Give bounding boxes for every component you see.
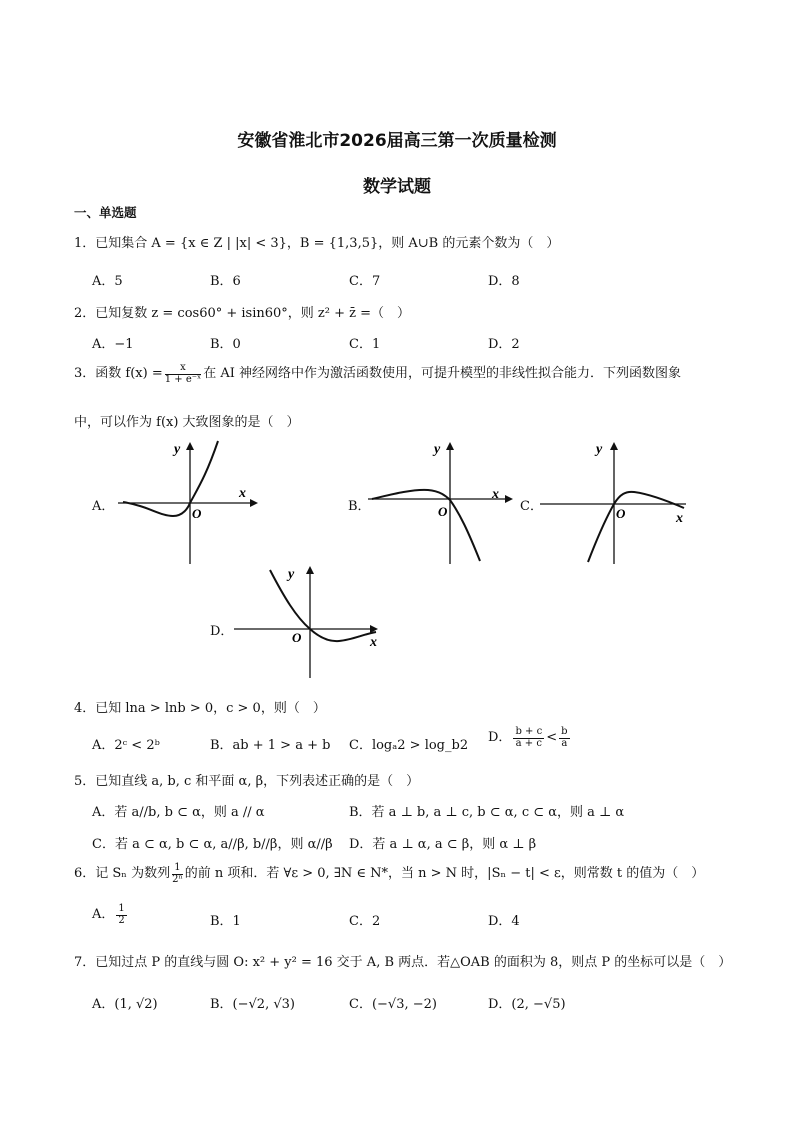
q2-option-c[interactable]: C．1 bbox=[349, 337, 381, 352]
q7-option-a[interactable]: A．(1, √2) bbox=[92, 997, 158, 1012]
q6-a-den: 2 bbox=[118, 914, 125, 926]
q3-graph-c[interactable] bbox=[540, 436, 690, 566]
q6-a-frac bbox=[116, 904, 126, 926]
q5-option-b[interactable]: B．若 a ⊥ b, a ⊥ c, b ⊂ α, c ⊂ α，则 a ⊥ α bbox=[349, 805, 625, 820]
q5-option-c[interactable]: C．若 a ⊂ α, b ⊂ α, a//β, b//β，则 α//β bbox=[92, 837, 333, 852]
q3-option-b[interactable]: B． bbox=[348, 499, 371, 514]
y-label: y bbox=[434, 442, 441, 457]
q1-stem: 1．已知集合 A = {x ∈ Z | |x| < 3}，B = {1,3,5}，则 A∪B 的元素个数为（ ） bbox=[74, 236, 560, 251]
q3-option-d[interactable]: D． bbox=[210, 624, 234, 639]
q3-graph-a[interactable] bbox=[118, 436, 263, 566]
q1-option-c[interactable]: C．7 bbox=[349, 274, 381, 289]
curve bbox=[270, 570, 376, 641]
q2-option-d[interactable]: D．2 bbox=[488, 337, 520, 352]
q6-option-a[interactable] bbox=[92, 903, 129, 926]
q3-stem-suffix: 在 AI 神经网络中作为激活函数使用，可提升模型的非线性拟合能力．下列函数图象 bbox=[203, 366, 682, 381]
q6-option-d[interactable]: D．4 bbox=[488, 914, 520, 929]
q3-graph-d[interactable] bbox=[234, 562, 384, 680]
q4-option-d[interactable] bbox=[488, 726, 572, 749]
q3-option-c[interactable]: C． bbox=[520, 499, 543, 514]
q7-option-d[interactable]: D．(2, −√5) bbox=[488, 997, 566, 1012]
q5-stem: 5．已知直线 a, b, c 和平面 α, β，下列表述正确的是（ ） bbox=[74, 774, 420, 789]
q3-fraction bbox=[165, 363, 202, 385]
q4-d-rel: < bbox=[546, 730, 558, 745]
y-label: y bbox=[288, 567, 295, 582]
q6-frac-den: 2ⁿ bbox=[172, 873, 183, 885]
curve bbox=[588, 492, 684, 562]
q1-option-b[interactable]: B．6 bbox=[210, 274, 241, 289]
x-label: x bbox=[239, 486, 246, 501]
y-label: y bbox=[174, 442, 181, 457]
q7-option-b[interactable]: B．(−√2, √3) bbox=[210, 997, 295, 1012]
q3-stem bbox=[74, 362, 681, 385]
q6-frac-num: 1 bbox=[172, 863, 183, 875]
q6-option-c[interactable]: C．2 bbox=[349, 914, 381, 929]
x-axis-arrow-icon bbox=[250, 499, 258, 507]
q6-option-b[interactable]: B．1 bbox=[210, 914, 241, 929]
section-heading: 一、单选题 bbox=[74, 205, 137, 220]
q6-stem bbox=[74, 862, 704, 885]
q6-option-a-label: A． bbox=[92, 907, 115, 922]
y-axis-arrow-icon bbox=[186, 442, 194, 450]
x-label: x bbox=[370, 635, 377, 650]
q1-option-d[interactable]: D．8 bbox=[488, 274, 520, 289]
q4-d-frac1 bbox=[513, 727, 544, 749]
q2-stem: 2．已知复数 z = cos60° + isin60°，则 z² + z̄ =（ ） bbox=[74, 306, 411, 321]
q4-option-a[interactable]: A．2ᶜ < 2ᵇ bbox=[92, 738, 160, 753]
exam-subtitle: 数学试题 bbox=[363, 177, 431, 197]
y-axis-arrow-icon bbox=[306, 566, 314, 574]
q4-stem: 4．已知 lna > lnb > 0，c > 0，则（ ） bbox=[74, 701, 326, 716]
q3-stem-prefix: 3．函数 f(x) = bbox=[74, 366, 163, 381]
q4-d-frac2 bbox=[559, 727, 569, 749]
q6-stem-suffix: 的前 n 项和．若 ∀ε > 0, ∃N ∈ N*，当 n > N 时，|Sₙ − t| < ε，则常数 t 的值为（ ） bbox=[184, 866, 705, 881]
x-label: x bbox=[676, 511, 683, 526]
q5-option-a[interactable]: A．若 a//b, b ⊂ α，则 a // α bbox=[92, 805, 265, 820]
q6-a-num: 1 bbox=[118, 902, 125, 914]
origin-label: O bbox=[292, 630, 302, 645]
exam-title: 安徽省淮北市2026届高三第一次质量检测 bbox=[237, 131, 557, 151]
origin-label: O bbox=[438, 504, 448, 519]
q4-d-num1: b + c bbox=[515, 725, 543, 737]
q3-option-a[interactable]: A． bbox=[92, 499, 115, 514]
q3-frac-num: x bbox=[165, 363, 202, 375]
q3-frac-den: 1 + e⁻ˣ bbox=[164, 373, 202, 385]
q5-option-d[interactable]: D．若 a ⊥ α, a ⊂ β，则 α ⊥ β bbox=[349, 837, 537, 852]
curve bbox=[372, 490, 480, 561]
q2-option-b[interactable]: B．0 bbox=[210, 337, 241, 352]
q4-option-b[interactable]: B．ab + 1 > a + b bbox=[210, 738, 331, 753]
x-axis-arrow-icon bbox=[505, 495, 513, 503]
q1-option-a[interactable]: A．5 bbox=[92, 274, 123, 289]
q7-option-c[interactable]: C．(−√3, −2) bbox=[349, 997, 437, 1012]
q6-stem-prefix: 6．记 Sₙ 为数列 bbox=[74, 866, 171, 881]
origin-label: O bbox=[192, 506, 202, 521]
curve bbox=[123, 441, 218, 516]
q4-d-num2: b bbox=[561, 725, 568, 737]
q4-option-d-label: D． bbox=[488, 730, 512, 745]
q3-graph-b[interactable] bbox=[368, 436, 518, 566]
y-axis-arrow-icon bbox=[610, 442, 618, 450]
x-label: x bbox=[492, 487, 499, 502]
q4-d-den1: a + c bbox=[515, 737, 542, 749]
q3-stem-line2: 中，可以作为 f(x) 大致图象的是（ ） bbox=[74, 415, 300, 430]
y-axis-arrow-icon bbox=[446, 442, 454, 450]
origin-label: O bbox=[616, 506, 626, 521]
q4-d-den2: a bbox=[561, 737, 568, 749]
q7-stem: 7．已知过点 P 的直线与圆 O: x² + y² = 16 交于 A, B 两点．若△OAB 的面积为 8，则点 P 的坐标可以是（ ） bbox=[74, 955, 732, 970]
q2-option-a[interactable]: A．−1 bbox=[92, 337, 134, 352]
y-label: y bbox=[596, 442, 603, 457]
q4-option-c[interactable]: C．logₐ2 > log_b2 bbox=[349, 738, 469, 753]
q6-fraction bbox=[172, 863, 183, 885]
